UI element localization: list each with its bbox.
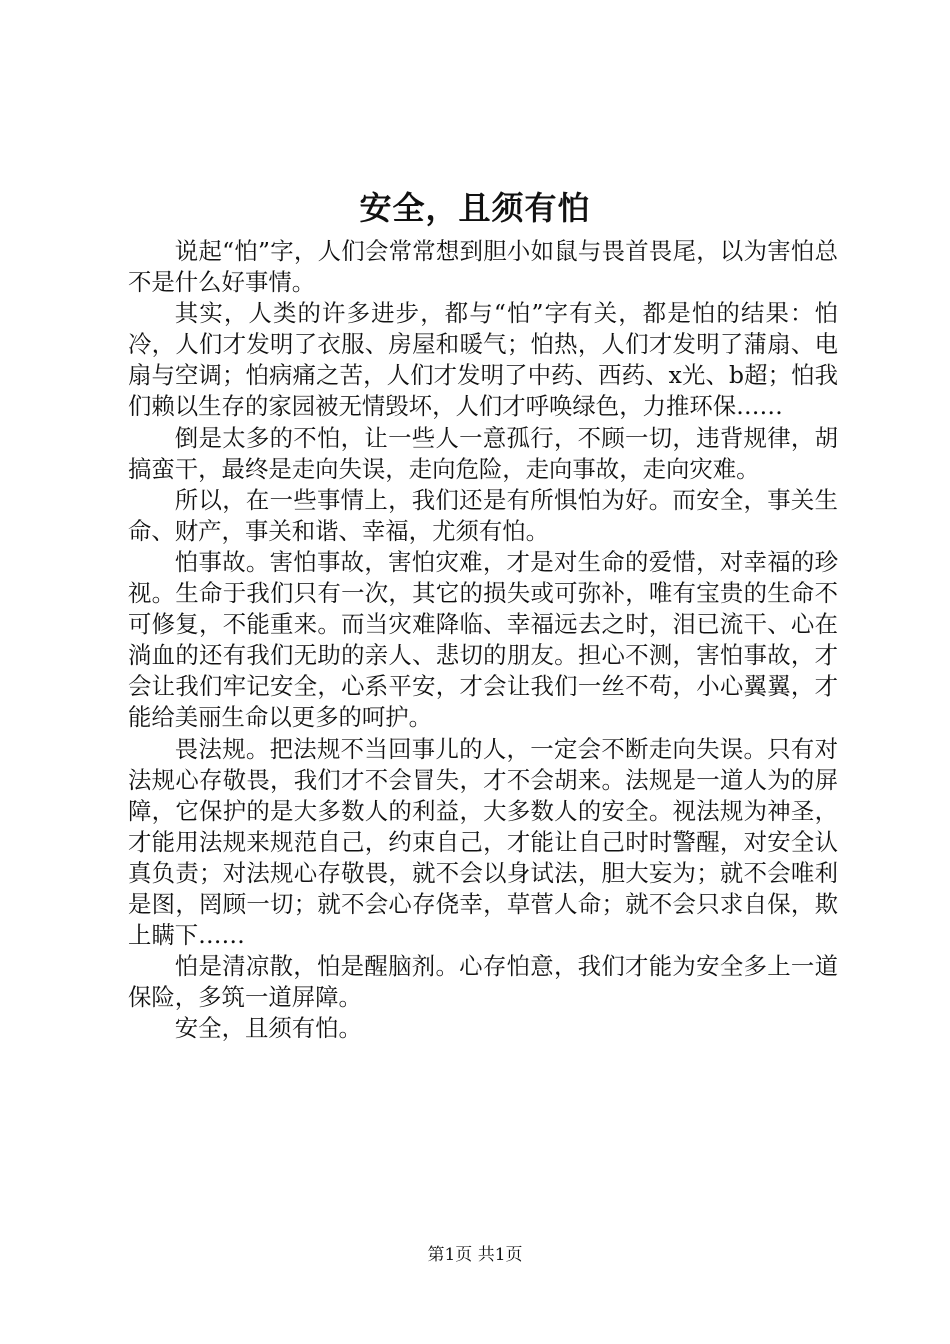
document-body [128,236,838,1044]
paragraph: 怕事故。害怕事故，害怕灾难，才是对生命的爱惜，对幸福的珍视。生命于我们只有一次，其它的损失或可弥补，唯有宝贵的生命不可修复，不能重来。而当灾难降临、幸福远去之时，泪已流干、心在淌血的还有我们无助的亲人、悲切的朋友。担心不测，害怕事故，才会让我们牢记安全，心系平安，才会让我们一丝不苟，小心翼翼，才能给美丽生命以更多的呵护。 [128,547,838,732]
paragraph: 安全，且须有怕。 [174,1014,362,1043]
paragraph: 畏法规。把法规不当回事儿的人，一定会不断走向失误。只有对法规心存敬畏，我们才不会冒失，才不会胡来。法规是一道人为的屏障，它保护的是大多数人的利益，大多数人的安全。视法规为神圣，才能用法规来规范自己，约束自己，才能让自己时时警醒，对安全认真负责；对法规心存敬畏，就不会以身试法，胆大妄为；就不会唯利是图，罔顾一切；就不会心存侥幸，草菅人命；就不会只求自保，欺上瞒下…… [128,734,838,950]
paragraph: 怕是清凉散，怕是醒脑剂。心存怕意，我们才能为安全多上一道保险，多筑一道屏障。 [128,952,838,1012]
paragraph: 其实，人类的许多进步，都与“怕”字有关，都是怕的结果：怕冷，人们才发明了衣服、房屋和暖气；怕热，人们才发明了蒲扇、电扇与空调；怕病痛之苦，人们才发明了中药、西药、x光、b超；怕我们赖以生存的家园被无情毁坏，人们才呼唤绿色，力推环保…… [128,299,838,421]
paragraph: 倒是太多的不怕，让一些人一意孤行，不顾一切，违背规律，胡搞蛮干，最终是走向失误，走向危险，走向事故，走向灾难。 [128,423,838,483]
paragraph: 所以，在一些事情上，我们还是有所惧怕为好。而安全，事关生命、财产，事关和谐、幸福，尤须有怕。 [128,485,838,545]
paragraph: 说起“怕”字，人们会常常想到胆小如鼠与畏首畏尾，以为害怕总不是什么好事情。 [128,237,838,297]
document-title: 安全，且须有怕 [359,189,591,227]
page-number-footer: 第1页 共1页 [427,1245,523,1265]
